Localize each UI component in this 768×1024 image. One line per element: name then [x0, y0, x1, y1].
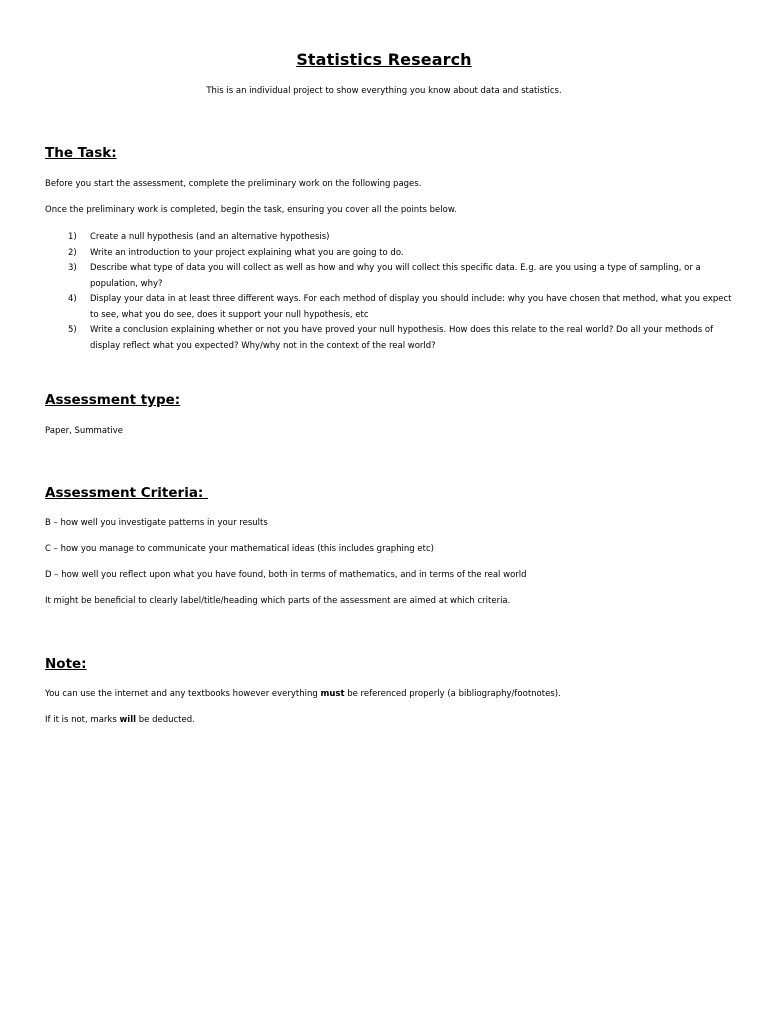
note-line-2 [45, 714, 725, 727]
task-item-number: 2) [68, 247, 77, 258]
task-item-number: 5) [68, 325, 77, 335]
task-heading: The Task: [45, 145, 117, 161]
criteria-c: C – how you manage to communicate your mathematical ideas (this includes graphing etc) [45, 544, 434, 554]
task-item-text: Write a conclusion explaining whether or not you have proved your null hypothesis. How does this relate to the real world? Do all your methods of display reflect what you expected? Why/why not in the context of the real world? [90, 325, 714, 351]
note-emphasis-must: must [320, 689, 345, 699]
criteria-heading: Assessment Criteria: [45, 485, 209, 501]
document-title: Statistics Research [296, 50, 472, 69]
task-item-number: 3) [68, 263, 77, 273]
assessment-type-value: Paper, Summative [45, 426, 123, 436]
assessment-type-heading: Assessment type: [45, 392, 181, 408]
note-line-1-start: You can use the internet and any textbooks however everything [45, 689, 321, 699]
note-line-1-end: be referenced properly (a bibliography/footnotes). [344, 689, 561, 699]
criteria-note: It might be beneficial to clearly label/title/heading which parts of the assessment are aimed at which criteria. [45, 596, 511, 606]
task-list-item [45, 323, 735, 354]
task-item-number: 4) [68, 294, 77, 304]
task-intro-1: Before you start the assessment, complete the preliminary work on the following pages. [45, 179, 422, 189]
note-line-2-start: If it is not, marks [45, 715, 120, 725]
note-heading: Note: [45, 656, 87, 672]
task-list-item [45, 230, 735, 246]
task-list-item [45, 292, 735, 323]
note-line-1 [45, 688, 725, 701]
task-item-text: Display your data in at least three different ways. For each method of display you should include: why you have chosen that method, what you expect to see, what you do see, does it support your null hypothesis, etc [90, 294, 732, 320]
note-line-2-end: be deducted. [136, 715, 195, 725]
task-item-text: Write an introduction to your project explaining what you are going to do. [90, 247, 404, 258]
criteria-b: B – how well you investigate patterns in your results [45, 518, 268, 528]
note-emphasis-will: will [119, 715, 137, 725]
task-item-text: Create a null hypothesis (and an alternative hypothesis) [90, 232, 330, 242]
task-list-item [45, 261, 735, 292]
task-intro-2: Once the preliminary work is completed, begin the task, ensuring you cover all the points below. [45, 205, 457, 215]
criteria-d: D – how well you reflect upon what you have found, both in terms of mathematics, and in terms of the real world [45, 570, 527, 580]
document-subtitle: This is an individual project to show everything you know about data and statistics. [206, 86, 562, 96]
task-item-number: 1) [68, 232, 77, 242]
task-item-text: Describe what type of data you will collect as well as how and why you will collect this specific data. E.g. are you using a type of sampling, or a population, why? [90, 263, 701, 289]
task-list [45, 230, 735, 354]
task-list-item [45, 246, 735, 262]
